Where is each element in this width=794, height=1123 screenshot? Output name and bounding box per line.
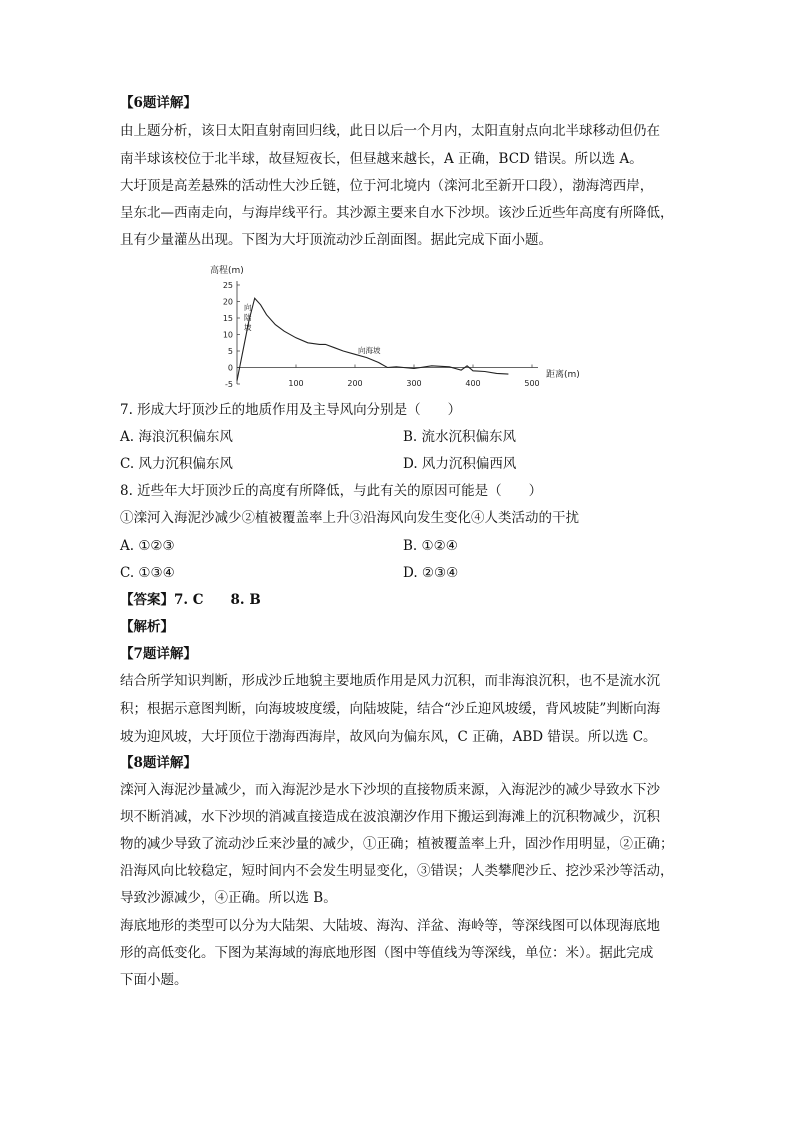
intro-line-2: 呈东北—西南走向，与海岸线平行。其沙源主要来自水下沙坝。该沙丘近些年高度有所降低， <box>120 205 674 221</box>
q7-stem: 7. 形成大圩顶沙丘的地质作用及主导风向分别是（ ） <box>120 402 462 418</box>
seabed-line-3: 下面小题。 <box>120 972 188 988</box>
y-tick-label: 20 <box>222 297 233 307</box>
q7-option-c: C. 风力沉积偏东风 <box>120 456 233 472</box>
x-tick-label: 500 <box>524 379 540 388</box>
intro-line-1: 大圩顶是高差悬殊的活动性大沙丘链，位于河北境内（滦河北至新开口段），渤海湾西岸， <box>120 178 654 194</box>
q7-detail-line-2: 积；根据示意图判断，向海坡坡度缓，向陆坡陡，结合“沙丘迎风坡缓，背风坡陡”判断向海 <box>120 701 661 717</box>
x-tick-label: 100 <box>288 379 304 388</box>
q8-option-a: A. ①②③ <box>120 538 175 554</box>
chart-xlabel: 距离(m) <box>546 370 580 380</box>
analysis-heading: 【解析】 <box>120 619 174 635</box>
q6-line-1: 由上题分析，该日太阳直射南回归线，此日以后一个月内，太阳直射点向北半球移动但仍在 <box>120 123 660 139</box>
chart-ylabel: 高程(m) <box>210 266 244 276</box>
q8-detail-line-2: 坝不断消减，水下沙坝的消减直接造成在波浪潮汐作用下搬运到海滩上的沉积物减少，沉积 <box>120 809 660 825</box>
q8-detail-line-5: 导致沙源减少，④正确。所以选 B。 <box>120 890 337 906</box>
y-tick-label: -5 <box>225 380 233 389</box>
q8-option-c: C. ①③④ <box>120 565 175 581</box>
q7-option-a: A. 海浪沉积偏东风 <box>120 429 233 445</box>
y-tick-label: 15 <box>222 314 233 323</box>
q8-detail-heading: 【8题详解】 <box>120 755 197 771</box>
q8-option-b: B. ①②④ <box>403 538 458 554</box>
profile-line <box>237 298 508 381</box>
q8-detail-line-1: 滦河入海泥沙量减少，而入海泥沙是水下沙坝的直接物质来源，入海泥沙的减少导致水下沙 <box>120 782 660 798</box>
q8-stem: 8. 近些年大圩顶沙丘的高度有所降低，与此有关的原因可能是（ ） <box>120 483 543 499</box>
x-tick-label: 300 <box>406 379 422 388</box>
q7-detail-heading: 【7题详解】 <box>120 646 197 662</box>
q7-detail-line-3: 坡为迎风坡，大圩顶位于渤海西海岸，故风向为偏东风，C 正确，ABD 错误。所以选 C。 <box>120 729 657 745</box>
x-tick-label: 200 <box>347 379 363 388</box>
q6-line-2: 南半球该校位于北半球，故昼短夜长，但昼越来越长，A 正确，BCD 错误。所以选 A。 <box>120 151 643 167</box>
dune-profile-chart <box>200 258 600 392</box>
x-tick-label: 400 <box>465 379 481 388</box>
q8-factors: ①滦河入海泥沙减少②植被覆盖率上升③沿海风向发生变化④人类活动的干扰 <box>120 510 579 526</box>
y-tick-label: 0 <box>227 363 233 373</box>
intro-line-3: 且有少量灌丛出现。下图为大圩顶流动沙丘剖面图。据此完成下面小题。 <box>120 232 552 248</box>
q7-detail-line-1: 结合所学知识判断，形成沙丘地貌主要地质作用是风力沉积，而非海浪沉积，也不是流水沉 <box>120 673 660 689</box>
y-tick-label: 25 <box>222 281 233 290</box>
q7-option-d: D. 风力沉积偏西风 <box>403 456 517 472</box>
q7-option-b: B. 流水沉积偏东风 <box>403 429 517 445</box>
chart-annotation-sea: 向海坡 <box>358 346 381 355</box>
q8-detail-line-4: 沿海风向比较稳定，短时间内不会发生明显变化，③错误；人类攀爬沙丘、挖沙采沙等活动， <box>120 863 674 879</box>
answer-line: 【答案】7. C 8. B <box>120 592 261 608</box>
q8-option-d: D. ②③④ <box>403 565 459 581</box>
seabed-line-1: 海底地形的类型可以分为大陆架、大陆坡、海沟、洋盆、海岭等，等深线图可以体现海底地 <box>120 918 660 934</box>
y-tick-label: 10 <box>222 330 233 340</box>
chart-annotation-land: 向陆坡 <box>244 303 252 332</box>
seabed-line-2: 形的高低变化。下图为某海域的海底地形图（图中等值线为等深线，单位：米）。据此完成 <box>120 945 654 961</box>
y-tick-label: 5 <box>227 347 233 356</box>
q6-heading: 【6题详解】 <box>120 95 197 111</box>
q8-detail-line-3: 物的减少导致了流动沙丘来沙量的减少，①正确；植被覆盖率上升，固沙作用明显，②正确； <box>120 836 674 852</box>
